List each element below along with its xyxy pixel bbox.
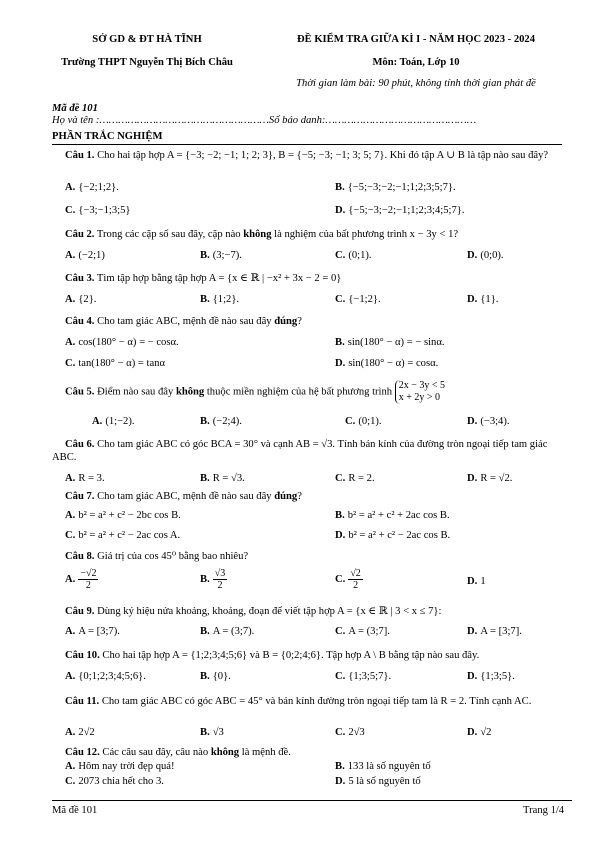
option-d[interactable] xyxy=(467,576,486,587)
option-letter: B. xyxy=(200,416,210,427)
inequality-1: 2x − 3y < 5 xyxy=(398,380,446,391)
option-text: (3;−7). xyxy=(212,250,242,261)
question-label: Câu 9. xyxy=(65,606,95,617)
option-d[interactable] xyxy=(335,205,465,216)
question-label: Câu 1. xyxy=(65,150,95,161)
option-text: {−5;−3;−2;−1;1;2;3;5;7}. xyxy=(347,182,456,193)
option-text: tan(180° − α) = tanα xyxy=(78,358,166,369)
question-text: ? xyxy=(297,491,302,502)
option-a[interactable] xyxy=(65,727,95,738)
option-c[interactable] xyxy=(335,294,381,305)
exam-time-note: Thời gian làm bài: 90 phút, không tính thời gian phát đề xyxy=(296,78,536,89)
option-letter: B. xyxy=(200,473,210,484)
option-text: b² = a² + c² − 2bc cos B. xyxy=(78,510,181,521)
question-emphasis: đúng xyxy=(274,316,298,327)
option-text: b² = a² + c² − 2ac cos B. xyxy=(348,530,451,541)
question-label: Câu 10. xyxy=(65,650,100,661)
question-2 xyxy=(65,229,458,240)
option-c[interactable] xyxy=(335,727,365,738)
option-b[interactable] xyxy=(200,250,242,261)
option-letter: C. xyxy=(65,205,76,216)
option-text: b² = a² + c² − 2ac cos A. xyxy=(78,530,181,541)
option-letter: C. xyxy=(65,776,76,787)
option-letter: D. xyxy=(467,473,478,484)
option-text: sin(180° − α) = cosα. xyxy=(348,358,439,369)
option-text: R = 3. xyxy=(78,473,105,484)
option-c[interactable] xyxy=(335,568,363,591)
option-a[interactable] xyxy=(92,416,135,427)
question-3 xyxy=(65,272,341,284)
option-text: {−1;2}. xyxy=(348,294,381,305)
option-a[interactable] xyxy=(65,294,96,305)
question-text: Cho hai tập hợp A = {1;2;3;4;5;6} và B = {0;2;4;6}. Tập hợp A \ B bằng tập nào sau đây. xyxy=(102,650,480,661)
question-label: Câu 7. xyxy=(65,491,95,502)
denominator: 2 xyxy=(85,580,91,591)
question-5 xyxy=(65,380,445,404)
option-d[interactable] xyxy=(335,776,421,787)
question-text: là nghiệm của bất phương trình x − 3y < 1? xyxy=(271,229,459,240)
denominator: 2 xyxy=(353,580,359,591)
option-d[interactable] xyxy=(467,416,510,427)
option-letter: C. xyxy=(335,727,346,738)
question-emphasis: đúng xyxy=(274,491,298,502)
option-letter: A. xyxy=(65,510,76,521)
option-d[interactable] xyxy=(467,671,515,682)
option-letter: D. xyxy=(467,416,478,427)
option-text: A = [3;7]. xyxy=(480,626,522,637)
option-letter: C. xyxy=(335,294,346,305)
option-letter: C. xyxy=(65,358,76,369)
option-letter: B. xyxy=(335,182,345,193)
option-text: 5 là số nguyên tố xyxy=(348,776,421,787)
option-text: (−2;4). xyxy=(212,416,242,427)
question-text: Dùng ký hiệu nửa khoảng, khoảng, đoạn để viết tập hợp A = {x ∈ ℝ | 3 < x ≤ 7}: xyxy=(97,606,442,617)
exam-title: ĐỀ KIỂM TRA GIỮA KÌ I - NĂM HỌC 2023 - 2024 xyxy=(296,34,536,45)
exam-subject: Môn: Toán, Lớp 10 xyxy=(372,57,460,68)
option-a[interactable] xyxy=(65,250,105,261)
option-letter: D. xyxy=(467,576,478,587)
option-letter: A. xyxy=(65,182,76,193)
option-letter: D. xyxy=(335,205,346,216)
option-letter: A. xyxy=(65,250,76,261)
option-text: A = (3;7). xyxy=(212,626,255,637)
option-b[interactable] xyxy=(200,727,224,738)
option-letter: B. xyxy=(200,250,210,261)
footer-divider xyxy=(52,800,572,801)
option-a[interactable] xyxy=(65,473,105,484)
option-b[interactable] xyxy=(335,182,456,193)
section-title: PHẦN TRẮC NGHIỆM xyxy=(52,131,163,142)
question-text: Giá trị của cos 45⁰ bằng bao nhiêu? xyxy=(97,551,249,562)
option-letter: D. xyxy=(335,776,346,787)
option-a[interactable] xyxy=(65,510,181,521)
option-b[interactable] xyxy=(335,337,445,348)
option-text: R = √3. xyxy=(212,473,245,484)
inequality-2: x + 2y > 0 xyxy=(398,392,441,403)
option-d[interactable] xyxy=(467,626,522,637)
option-letter: A. xyxy=(65,727,76,738)
option-a[interactable] xyxy=(65,626,120,637)
denominator: 2 xyxy=(217,580,223,591)
option-letter: A. xyxy=(65,761,76,772)
option-c[interactable] xyxy=(65,776,164,787)
question-label: Câu 4. xyxy=(65,316,95,327)
option-b[interactable] xyxy=(335,761,431,772)
option-text: 133 là số nguyên tố xyxy=(347,761,431,772)
question-8 xyxy=(65,550,248,562)
question-text: Điểm nào sau đây xyxy=(97,386,176,398)
option-text: 1 xyxy=(480,576,486,587)
option-text: {1;3;5}. xyxy=(480,671,515,682)
question-label: Câu 11. xyxy=(65,696,100,707)
option-letter: B. xyxy=(335,761,345,772)
question-label: Câu 5. xyxy=(65,386,95,398)
option-b[interactable] xyxy=(200,626,254,637)
option-letter: A. xyxy=(65,671,76,682)
question-4 xyxy=(65,316,302,327)
option-letter: A. xyxy=(65,294,76,305)
name-and-id-line: Họ và tên :………………………………………………Số báo danh:………………………………………… xyxy=(52,115,477,126)
question-7 xyxy=(65,491,302,502)
divider xyxy=(52,144,562,145)
option-letter: A. xyxy=(92,416,103,427)
option-text: cos(180° − α) = − cosα. xyxy=(78,337,179,348)
option-letter: B. xyxy=(200,573,210,585)
option-text: A = (3;7]. xyxy=(348,626,390,637)
option-b[interactable] xyxy=(200,568,227,591)
option-text: Hôm nay trời đẹp quá! xyxy=(78,761,175,772)
question-text: Cho tam giác ABC, mệnh đề nào sau đây xyxy=(97,316,275,327)
option-letter: D. xyxy=(467,626,478,637)
inequality-system xyxy=(395,380,445,404)
option-letter: D. xyxy=(335,530,346,541)
option-text: A = [3;7). xyxy=(78,626,120,637)
question-label: Câu 8. xyxy=(65,551,95,562)
option-letter: B. xyxy=(200,671,210,682)
option-letter: A. xyxy=(65,573,76,585)
option-letter: C. xyxy=(335,573,346,585)
option-a[interactable] xyxy=(65,761,175,772)
option-letter: D. xyxy=(335,358,346,369)
option-text: (0;1). xyxy=(358,416,382,427)
option-d[interactable] xyxy=(335,358,438,369)
option-letter: A. xyxy=(65,626,76,637)
option-d[interactable] xyxy=(335,530,450,541)
question-text: Trong các cặp số sau đây, cặp nào xyxy=(96,229,244,240)
option-letter: D. xyxy=(467,294,478,305)
option-text: {2}. xyxy=(78,294,97,305)
question-emphasis: không xyxy=(175,386,205,398)
option-text: (−2;1) xyxy=(78,250,105,261)
option-c[interactable] xyxy=(335,250,372,261)
option-text: (1;−2). xyxy=(105,416,135,427)
option-letter: B. xyxy=(335,337,345,348)
option-letter: C. xyxy=(345,416,356,427)
option-text: R = 2. xyxy=(348,473,375,484)
option-fraction xyxy=(78,568,98,591)
option-letter: D. xyxy=(467,671,478,682)
option-letter: A. xyxy=(65,473,76,484)
option-text: (0;0). xyxy=(480,250,504,261)
option-text: {1;2}. xyxy=(212,294,240,305)
option-text: 2073 chia hết cho 3. xyxy=(78,776,164,787)
option-letter: C. xyxy=(335,473,346,484)
numerator: √3 xyxy=(214,568,226,579)
option-text: sin(180° − α) = − sinα. xyxy=(347,337,445,348)
option-c[interactable] xyxy=(345,416,382,427)
option-text: {1}. xyxy=(480,294,499,305)
option-letter: B. xyxy=(200,727,210,738)
option-letter: B. xyxy=(200,294,210,305)
option-c[interactable] xyxy=(335,626,390,637)
option-text: {0}. xyxy=(212,671,231,682)
option-text: √2 xyxy=(480,727,492,738)
question-label: Câu 3. xyxy=(65,273,95,284)
option-d[interactable] xyxy=(467,473,512,484)
option-text: {−2;1;2}. xyxy=(78,182,119,193)
option-text: 2√3 xyxy=(348,727,365,738)
option-fraction xyxy=(348,568,363,591)
option-letter: C. xyxy=(335,626,346,637)
school-name: Trường THPT Nguyễn Thị Bích Châu xyxy=(61,57,233,68)
question-1 xyxy=(52,149,562,162)
option-text: 2√2 xyxy=(78,727,95,738)
option-b[interactable] xyxy=(335,510,450,521)
option-a[interactable] xyxy=(65,671,146,682)
page-number: Trang 1/4 xyxy=(523,805,565,816)
option-a[interactable] xyxy=(65,337,179,348)
question-10 xyxy=(65,650,479,661)
question-label: Câu 12. xyxy=(65,747,100,758)
question-11 xyxy=(52,695,562,708)
option-b[interactable] xyxy=(200,416,242,427)
option-text: R = √2. xyxy=(480,473,513,484)
option-text: {−3;−1;3;5} xyxy=(78,205,131,216)
option-text: {0;1;2;3;4;5;6}. xyxy=(78,671,146,682)
option-text: (−3;4). xyxy=(480,416,510,427)
option-letter: C. xyxy=(335,671,346,682)
question-label: Câu 6. xyxy=(65,439,95,450)
option-c[interactable] xyxy=(65,530,180,541)
option-letter: B. xyxy=(335,510,345,521)
option-d[interactable] xyxy=(467,250,504,261)
question-emphasis: không xyxy=(243,229,272,240)
option-b[interactable] xyxy=(200,473,245,484)
option-letter: B. xyxy=(200,626,210,637)
question-text: Cho tam giác ABC, mệnh đề nào sau đây xyxy=(97,491,275,502)
question-text: Các câu sau đây, câu nào xyxy=(102,747,211,758)
option-text: {1;3;5;7}. xyxy=(348,671,392,682)
question-6 xyxy=(52,438,562,464)
question-9 xyxy=(65,605,441,617)
numerator: −√2 xyxy=(80,568,97,579)
option-b[interactable] xyxy=(200,294,239,305)
option-d[interactable] xyxy=(467,294,498,305)
question-text: Tìm tập hợp bằng tập hợp A = {x ∈ ℝ | −x² + 3x − 2 = 0} xyxy=(96,273,342,284)
option-text: √3 xyxy=(212,727,224,738)
option-letter: C. xyxy=(335,250,346,261)
option-text: b² = a² + c² + 2ac cos B. xyxy=(347,510,450,521)
option-a[interactable] xyxy=(65,182,119,193)
footer-exam-code: Mã đề 101 xyxy=(52,805,98,816)
option-c[interactable] xyxy=(335,473,375,484)
question-text: Cho tam giác ABC có góc ABC = 45° và bán kính đường tròn ngoại tiếp tam là R = 2. Tính cạnh AC. xyxy=(101,696,532,707)
question-text: thuộc miền nghiệm của hệ bất phương trình xyxy=(204,386,393,398)
question-emphasis: không xyxy=(210,747,240,758)
option-a[interactable] xyxy=(65,568,98,591)
option-letter: D. xyxy=(467,727,478,738)
option-fraction xyxy=(213,568,228,591)
option-c[interactable] xyxy=(65,358,165,369)
option-c[interactable] xyxy=(65,205,130,216)
question-text: Cho tam giác ABC có góc BCA = 30° và cạnh AB = √3. Tính bán kính của đường tròn ngoại tiếp tam giác ABC. xyxy=(52,439,548,463)
question-text: ? xyxy=(297,316,302,327)
question-12 xyxy=(65,747,291,758)
question-text: Cho hai tập hợp A = {−3; −2; −1; 1; 2; 3}, B = {−5; −3; −1; 3; 5; 7}. Khi đó tập A ∪ B là tập nào sau đây? xyxy=(97,150,549,161)
option-letter: D. xyxy=(467,250,478,261)
exam-code: Mã đề 101 xyxy=(52,103,98,114)
option-b[interactable] xyxy=(200,671,231,682)
question-text: là mệnh đề. xyxy=(239,747,291,758)
option-d[interactable] xyxy=(467,727,491,738)
option-text: {−5;−3;−2;−1;1;2;3;4;5;7}. xyxy=(348,205,465,216)
department-name: SỞ GD & ĐT HÀ TĨNH xyxy=(92,34,202,45)
option-c[interactable] xyxy=(335,671,391,682)
option-letter: A. xyxy=(65,337,76,348)
numerator: √2 xyxy=(350,568,361,579)
question-label: Câu 2. xyxy=(65,229,95,240)
option-text: (0;1). xyxy=(348,250,372,261)
option-letter: C. xyxy=(65,530,76,541)
